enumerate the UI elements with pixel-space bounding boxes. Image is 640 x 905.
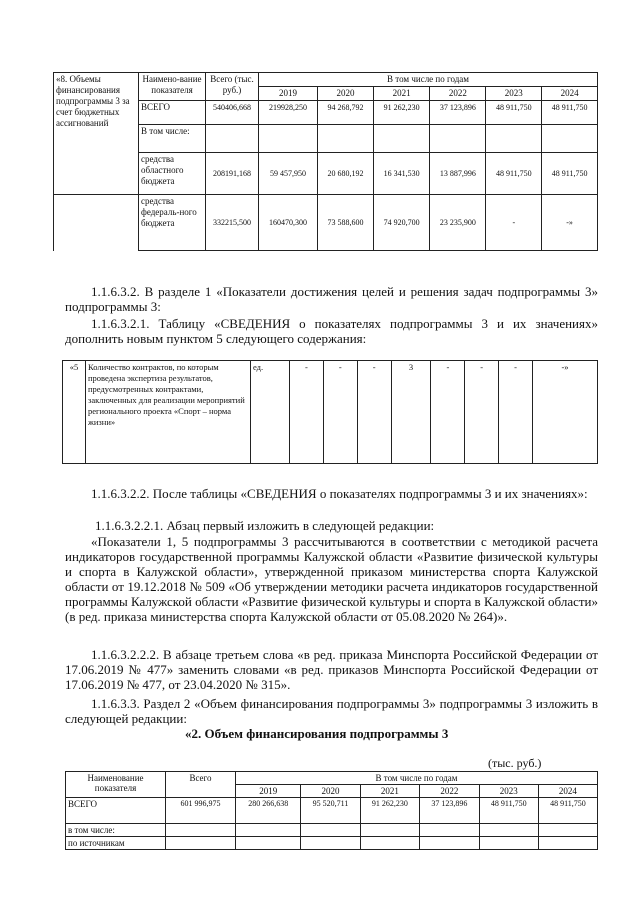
year-cell: 2020	[317, 87, 373, 101]
header-name: Наименование показателя	[66, 772, 166, 798]
row-value: 37 123,896	[430, 101, 486, 125]
row-name: по источникам	[66, 837, 166, 850]
header-name: Наимено-вание показателя	[139, 73, 206, 101]
row-value: 48 911,750	[542, 153, 598, 195]
value-cell: -	[465, 361, 499, 464]
value-cell: -»	[533, 361, 598, 464]
row-value: 20 680,192	[317, 153, 373, 195]
row-total: 332215,500	[206, 195, 259, 251]
row-value: 74 920,700	[374, 195, 430, 251]
row-value: 91 262,230	[374, 101, 430, 125]
row-total: 540406,668	[206, 101, 259, 125]
row-value: 94 268,792	[317, 101, 373, 125]
row-total: 601 996,975	[166, 798, 236, 824]
row-value	[301, 837, 360, 850]
row-value: 48 911,750	[486, 153, 542, 195]
row-value: 48 911,750	[542, 101, 598, 125]
section-cell-filler	[54, 195, 139, 251]
row-value	[360, 837, 420, 850]
row-value	[360, 824, 420, 837]
row-value: 73 588,600	[317, 195, 373, 251]
row-value: 37 123,896	[420, 798, 480, 824]
row-value	[301, 824, 360, 837]
row-value: 48 911,750	[486, 101, 542, 125]
section-heading: «2. Объем финансирования подпрограммы 3	[185, 726, 449, 741]
paragraph-6: 1.1.6.3.2.2.2. В абзаце третьем слова «в ред. приказа Минспорта Российской Федерации от 17.06.2019 № 477» заменить словами «в ред. приказов Минспорта Российской Федерации от 17.06.2019 № 477, от 23.04.2020 № 315».	[65, 647, 598, 692]
financing-table-2	[65, 771, 598, 850]
row-number: «5	[63, 361, 86, 464]
value-cell: -	[357, 361, 391, 464]
year-cell: 2019	[259, 87, 318, 101]
row-value: 280 266,638	[236, 798, 301, 824]
row-value: 23 235,900	[430, 195, 486, 251]
paragraph-4: 1.1.6.3.2.2.1. Абзац первый изложить в следующей редакции:	[95, 518, 435, 533]
year-cell: 2023	[486, 87, 542, 101]
value-cell: -	[499, 361, 533, 464]
paragraph-7: 1.1.6.3.3. Раздел 2 «Объем финансирования подпрограммы 3» подпрограммы 3 изложить в следующей редакции:	[65, 696, 598, 726]
section-cell: «8. Объемы финансирования подпрограммы 3 за счет бюджетных ассигнований	[54, 73, 139, 195]
value-cell: -	[431, 361, 465, 464]
year-cell: 2024	[542, 87, 598, 101]
row-value: 91 262,230	[360, 798, 420, 824]
row-value	[259, 125, 318, 153]
year-cell: 2022	[430, 87, 486, 101]
value-cell: -	[323, 361, 357, 464]
value-cell: -	[290, 361, 324, 464]
indicator-table	[62, 360, 598, 464]
row-name: ВСЕГО	[139, 101, 206, 125]
row-value	[479, 824, 538, 837]
row-value: -	[486, 195, 542, 251]
row-value	[374, 125, 430, 153]
row-name: средства федераль-ного бюджета	[139, 195, 206, 251]
header-total: Всего (тыс. руб.)	[206, 73, 259, 101]
row-value: 219928,250	[259, 101, 318, 125]
row-value: 13 887,996	[430, 153, 486, 195]
row-value: -»	[542, 195, 598, 251]
year-cell: 2022	[420, 785, 480, 798]
row-value: 48 911,750	[479, 798, 538, 824]
row-total: 208191,168	[206, 153, 259, 195]
row-value: 48 911,750	[538, 798, 597, 824]
row-value	[430, 125, 486, 153]
row-value	[538, 837, 597, 850]
year-cell: 2023	[479, 785, 538, 798]
row-value: 16 341,530	[374, 153, 430, 195]
year-cell: 2019	[236, 785, 301, 798]
row-total	[166, 837, 236, 850]
row-value	[317, 125, 373, 153]
financing-table-1	[53, 72, 598, 251]
paragraph-2: 1.1.6.3.2.1. Таблицу «СВЕДЕНИЯ о показателях подпрограммы 3 и их значениях» дополнить новым пунктом 5 следующего содержания:	[65, 316, 598, 346]
year-cell: 2020	[301, 785, 360, 798]
paragraph-3: 1.1.6.3.2.2. После таблицы «СВЕДЕНИЯ о показателях подпрограммы 3 и их значениях»:	[91, 486, 588, 501]
paragraph-1: 1.1.6.3.2. В разделе 1 «Показатели достижения целей и решения задач подпрограммы 3» подпрограммы 3:	[65, 284, 598, 314]
row-value	[236, 824, 301, 837]
row-value	[420, 824, 480, 837]
row-value	[542, 125, 598, 153]
row-value	[486, 125, 542, 153]
row-total	[166, 824, 236, 837]
row-total	[206, 125, 259, 153]
year-cell: 2021	[360, 785, 420, 798]
row-value: 160470,300	[259, 195, 318, 251]
year-cell: 2021	[374, 87, 430, 101]
row-name: ВСЕГО	[66, 798, 166, 824]
unit-cell: ед.	[251, 361, 290, 464]
header-years-group: В том числе по годам	[259, 73, 598, 87]
paragraph-5: «Показатели 1, 5 подпрограммы 3 рассчитываются в соответствии с методикой расчета индикаторов государственной программы Калужской области «Развитие физической культуры и спорта в Калужской области», утвержденной приказом министерства спорта Калужской области от 19.12.2018 № 509 «Об утверждении методики расчета индикаторов государственной программы Калужской области «Развитие физической культуры и спорта в Калужской области» (в ред. приказа министерства спорта Калужской области от 05.08.2020 № 264)».	[65, 534, 598, 624]
year-cell: 2024	[538, 785, 597, 798]
row-value	[538, 824, 597, 837]
row-name: в том числе:	[66, 824, 166, 837]
header-total: Всего	[166, 772, 236, 798]
row-value: 95 520,711	[301, 798, 360, 824]
row-name: средства областного бюджета	[139, 153, 206, 195]
value-cell: 3	[391, 361, 431, 464]
indicator-name: Количество контрактов, по которым проведена экспертиза результатов, предусмотренных контрактами, заключенных для реализации мероприятий регионального проекта «Спорт – норма жизни»	[86, 361, 251, 464]
row-value: 59 457,950	[259, 153, 318, 195]
row-value	[479, 837, 538, 850]
header-years-group: В том числе по годам	[236, 772, 598, 785]
row-name: В том числе:	[139, 125, 206, 153]
row-value	[236, 837, 301, 850]
row-value	[420, 837, 480, 850]
units-note: (тыс. руб.)	[488, 756, 542, 770]
